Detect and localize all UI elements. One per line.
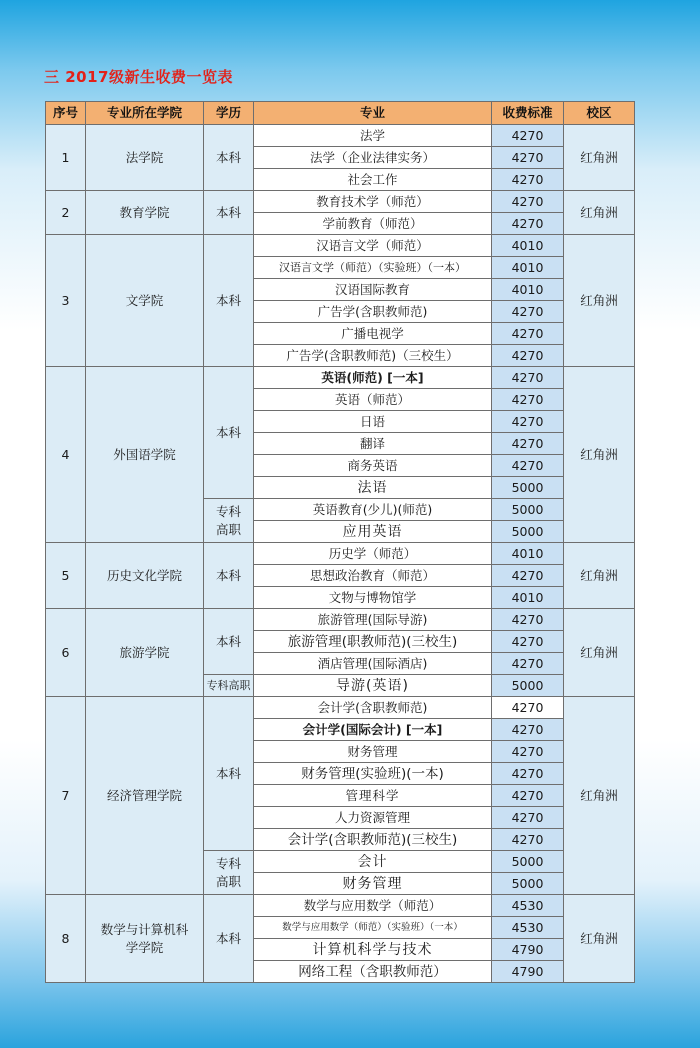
education-level: 本科	[204, 895, 254, 983]
education-level: 本科	[204, 125, 254, 191]
college-name: 教育学院	[86, 191, 204, 235]
college-name: 外国语学院	[86, 367, 204, 543]
fee-value: 4270	[492, 147, 564, 169]
header-level: 学历	[204, 102, 254, 125]
education-level: 专科 高职	[204, 499, 254, 543]
education-level: 本科	[204, 697, 254, 851]
college-name: 旅游学院	[86, 609, 204, 697]
education-level: 专科 高职	[204, 851, 254, 895]
major-name: 教育技术学（师范）	[254, 191, 492, 213]
college-name: 文学院	[86, 235, 204, 367]
campus-name: 红角洲	[564, 125, 635, 191]
fee-value: 5000	[492, 851, 564, 873]
fee-value: 5000	[492, 477, 564, 499]
header-college: 专业所在学院	[86, 102, 204, 125]
major-name: 财务管理	[254, 873, 492, 895]
major-name: 财务管理(实验班)(一本)	[254, 763, 492, 785]
major-name: 网络工程（含职教师范）	[254, 961, 492, 983]
major-name: 法学（企业法律实务）	[254, 147, 492, 169]
fee-value: 4270	[492, 455, 564, 477]
group-number: 4	[46, 367, 86, 543]
major-name: 汉语言文学（师范）	[254, 235, 492, 257]
group-number: 7	[46, 697, 86, 895]
header-campus: 校区	[564, 102, 635, 125]
major-name: 广播电视学	[254, 323, 492, 345]
major-name: 文物与博物馆学	[254, 587, 492, 609]
fee-value: 4010	[492, 543, 564, 565]
table-row	[46, 697, 635, 719]
major-name: 应用英语	[254, 521, 492, 543]
education-level: 本科	[204, 235, 254, 367]
fee-value: 4270	[492, 785, 564, 807]
major-name: 英语(师范) [一本]	[254, 367, 492, 389]
campus-name: 红角洲	[564, 367, 635, 543]
campus-name: 红角洲	[564, 609, 635, 697]
fee-value: 4270	[492, 191, 564, 213]
major-name: 管理科学	[254, 785, 492, 807]
table-header-row	[46, 102, 635, 125]
group-number: 3	[46, 235, 86, 367]
header-major: 专业	[254, 102, 492, 125]
fee-value: 4270	[492, 169, 564, 191]
major-name: 会计学(含职教师范)(三校生)	[254, 829, 492, 851]
fee-value: 4270	[492, 323, 564, 345]
fee-value: 4530	[492, 917, 564, 939]
fee-table	[45, 101, 635, 983]
fee-value: 5000	[492, 521, 564, 543]
major-name: 日语	[254, 411, 492, 433]
fee-value: 4270	[492, 741, 564, 763]
college-name: 数学与计算机科 学学院	[86, 895, 204, 983]
college-name: 经济管理学院	[86, 697, 204, 895]
major-name: 法语	[254, 477, 492, 499]
campus-name: 红角洲	[564, 543, 635, 609]
fee-value: 4790	[492, 961, 564, 983]
major-name: 数学与应用数学（师范）（实验班）（一本）	[254, 917, 492, 939]
campus-name: 红角洲	[564, 235, 635, 367]
fee-value: 5000	[492, 873, 564, 895]
fee-value: 4270	[492, 411, 564, 433]
table-row	[46, 191, 635, 213]
major-name: 广告学(含职教师范)（三校生）	[254, 345, 492, 367]
fee-value: 4270	[492, 565, 564, 587]
group-number: 8	[46, 895, 86, 983]
fee-value: 4010	[492, 279, 564, 301]
fee-value: 4270	[492, 609, 564, 631]
college-name: 法学院	[86, 125, 204, 191]
major-name: 旅游管理(国际导游)	[254, 609, 492, 631]
major-name: 广告学(含职教师范)	[254, 301, 492, 323]
major-name: 社会工作	[254, 169, 492, 191]
table-row	[46, 367, 635, 389]
major-name: 历史学（师范）	[254, 543, 492, 565]
group-number: 5	[46, 543, 86, 609]
major-name: 人力资源管理	[254, 807, 492, 829]
table-row	[46, 609, 635, 631]
major-name: 财务管理	[254, 741, 492, 763]
college-name: 历史文化学院	[86, 543, 204, 609]
fee-value: 4270	[492, 301, 564, 323]
header-fee: 收费标准	[492, 102, 564, 125]
fee-value: 4270	[492, 829, 564, 851]
major-name: 汉语国际教育	[254, 279, 492, 301]
major-name: 翻译	[254, 433, 492, 455]
major-name: 会计学(国际会计) [一本]	[254, 719, 492, 741]
fee-value: 4270	[492, 807, 564, 829]
education-level: 本科	[204, 191, 254, 235]
major-name: 学前教育（师范）	[254, 213, 492, 235]
fee-value: 4270	[492, 125, 564, 147]
education-level: 本科	[204, 609, 254, 675]
fee-value: 4010	[492, 257, 564, 279]
fee-value: 4530	[492, 895, 564, 917]
fee-value: 4270	[492, 345, 564, 367]
major-name: 汉语言文学（师范）（实验班）（一本）	[254, 257, 492, 279]
fee-value: 4270	[492, 631, 564, 653]
major-name: 酒店管理(国际酒店)	[254, 653, 492, 675]
major-name: 英语（师范）	[254, 389, 492, 411]
major-name: 会计	[254, 851, 492, 873]
table-row	[46, 543, 635, 565]
group-number: 6	[46, 609, 86, 697]
major-name: 会计学(含职教师范)	[254, 697, 492, 719]
fee-value: 4270	[492, 763, 564, 785]
fee-value: 4270	[492, 367, 564, 389]
major-name: 法学	[254, 125, 492, 147]
fee-value: 4270	[492, 697, 564, 719]
fee-value: 5000	[492, 499, 564, 521]
campus-name: 红角洲	[564, 697, 635, 895]
fee-value: 4790	[492, 939, 564, 961]
education-level: 本科	[204, 543, 254, 609]
major-name: 商务英语	[254, 455, 492, 477]
fee-value: 4270	[492, 653, 564, 675]
campus-name: 红角洲	[564, 191, 635, 235]
table-row	[46, 235, 635, 257]
major-name: 计算机科学与技术	[254, 939, 492, 961]
education-level: 专科高职	[204, 675, 254, 697]
fee-value: 4270	[492, 213, 564, 235]
major-name: 导游(英语)	[254, 675, 492, 697]
fee-value: 4010	[492, 587, 564, 609]
table-row	[46, 895, 635, 917]
group-number: 1	[46, 125, 86, 191]
major-name: 数学与应用数学（师范）	[254, 895, 492, 917]
page-title: 三 2017级新生收费一览表	[44, 68, 233, 86]
campus-name: 红角洲	[564, 895, 635, 983]
table-row	[46, 125, 635, 147]
header-number: 序号	[46, 102, 86, 125]
fee-value: 4270	[492, 719, 564, 741]
education-level: 本科	[204, 367, 254, 499]
major-name: 旅游管理(职教师范)(三校生)	[254, 631, 492, 653]
major-name: 思想政治教育（师范）	[254, 565, 492, 587]
major-name: 英语教育(少儿)(师范)	[254, 499, 492, 521]
fee-value: 4010	[492, 235, 564, 257]
group-number: 2	[46, 191, 86, 235]
fee-value: 4270	[492, 389, 564, 411]
fee-value: 5000	[492, 675, 564, 697]
fee-value: 4270	[492, 433, 564, 455]
